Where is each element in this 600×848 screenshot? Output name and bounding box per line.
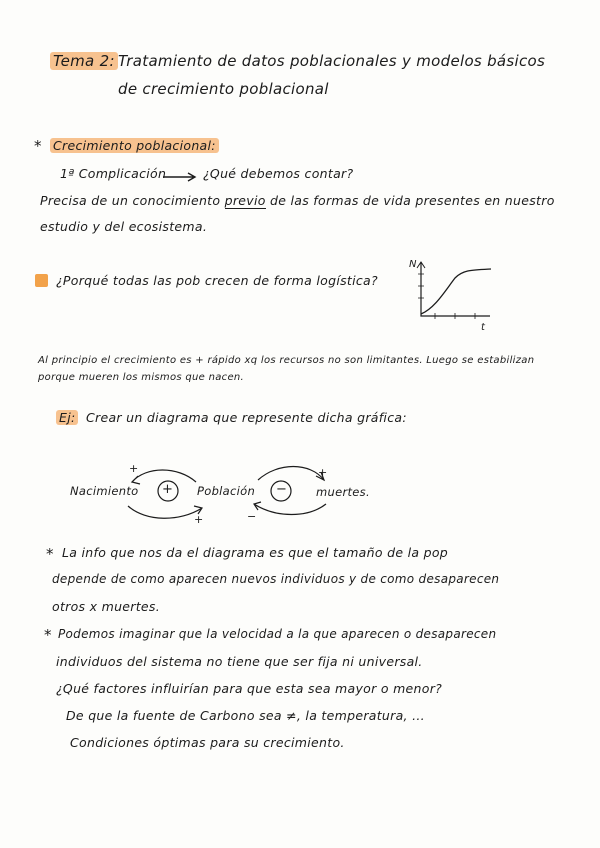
sign-plus-top: + [129, 462, 139, 475]
note2-line1: Podemos imaginar que la velocidad a la que aparecen o desaparecen [58, 627, 497, 641]
orange-square-marker [35, 274, 48, 287]
complication-question: ¿Qué debemos contar? [203, 166, 354, 181]
diagram-muertes: muertes. [316, 485, 370, 499]
arrow-right-icon [162, 172, 198, 182]
note2-line2: individuos del sistema no tiene que ser fija ni universal. [56, 654, 423, 669]
section1-line-b: estudio y del ecosistema. [40, 219, 208, 234]
sign-minus-bottom: − [247, 510, 257, 523]
diagram-nacimiento: Nacimiento [70, 484, 139, 498]
note1-bullet: * [46, 545, 54, 563]
section1-heading: Crecimiento poblacional: [50, 138, 219, 153]
logistic-question: ¿Porqué todas las pob crecen de forma logística? [56, 273, 378, 288]
title-line1: Tratamiento de datos poblacionales y modelos básicos [118, 52, 546, 70]
minus-circle-symbol: − [276, 482, 288, 497]
title-tema-label: Tema 2: [50, 52, 118, 70]
graph-x-label: t [481, 322, 486, 333]
section1-bullet: * [34, 137, 42, 155]
feedback-loop-diagram [118, 458, 368, 530]
underlined-previo: previo [224, 193, 266, 208]
note1-line3: otros x muertes. [52, 599, 160, 614]
note1-line2: depende de como aparecen nuevos individuos y de como desaparecen [52, 572, 500, 586]
section1-line-a: Precisa de un conocimiento previo de las formas de vida presentes en nuestro [40, 193, 555, 208]
title-line2: de crecimiento poblacional [118, 80, 329, 98]
sign-plus-right: + [318, 466, 328, 479]
note2-question: ¿Qué factores influirían para que esta sea mayor o menor? [56, 681, 443, 696]
exercise-text: Crear un diagrama que represente dicha gráfica: [86, 410, 407, 425]
note2-answer1: De que la fuente de Carbono sea ≠, la temperatura, ... [66, 708, 425, 723]
graph-y-label: N [409, 259, 417, 270]
note1-line1: La info que nos da el diagrama es que el tamaño de la pop [62, 545, 449, 560]
explanation-line1: Al principio el crecimiento es + rápido xq los recursos no son limitantes. Luego se estabilizan [38, 355, 535, 366]
diagram-poblacion: Población [197, 484, 256, 498]
note2-answer2: Condiciones óptimas para su crecimiento. [70, 735, 345, 750]
explanation-line2: porque mueren los mismos que nacen. [38, 372, 245, 383]
exercise-label: Ej: [56, 410, 78, 425]
complication-label: 1ª Complicación [60, 166, 167, 181]
sign-plus-bottom: + [194, 513, 204, 526]
plus-circle-symbol: + [162, 482, 174, 497]
note2-bullet: * [44, 626, 52, 644]
